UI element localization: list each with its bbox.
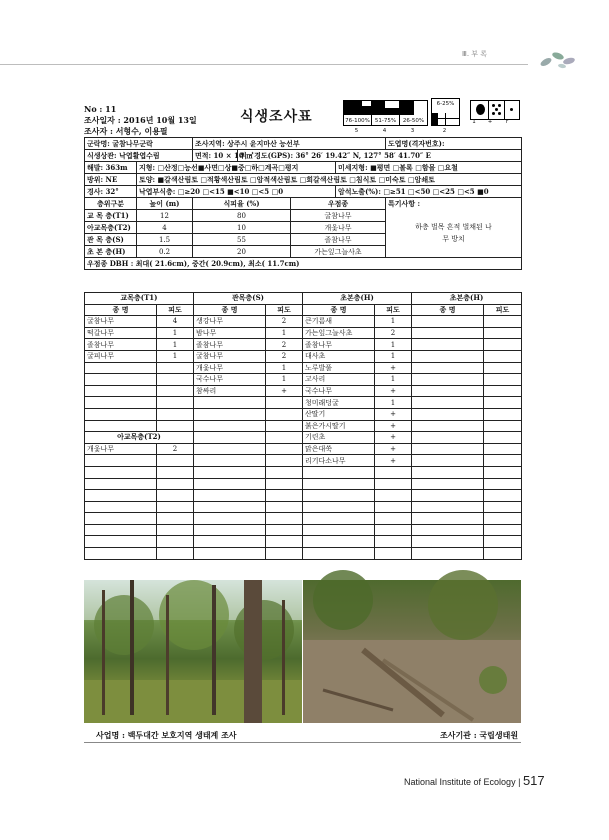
species-empty-cell — [194, 466, 266, 478]
species-col-cover: 피도 — [266, 304, 303, 316]
species-empty-cell — [375, 466, 412, 478]
layer-cover: 55 — [193, 234, 291, 246]
species-name: 노루발풀 — [303, 362, 375, 374]
species-name: 청미래덩굴 — [303, 397, 375, 409]
species-group-header: 교목층(T1) — [85, 293, 194, 305]
map-sheet: 도엽명(격자번호): — [386, 138, 522, 150]
species-cover: 1 — [157, 350, 194, 362]
species-empty-cell — [375, 513, 412, 525]
species-empty-cell — [85, 362, 157, 374]
species-empty-cell — [484, 466, 522, 478]
species-empty-cell — [266, 524, 303, 536]
page-footer — [404, 773, 545, 788]
species-cover: + — [375, 385, 412, 397]
species-col-cover: 피도 — [484, 304, 522, 316]
layer-height: 12 — [137, 210, 193, 222]
project-name: 사업명 : 백두대간 보호지역 생태계 조사 — [96, 730, 237, 740]
species-name: 개옻나무 — [194, 362, 266, 374]
slope: 경사: 32° — [85, 186, 137, 198]
site-info-table — [84, 137, 522, 270]
species-cover: + — [375, 443, 412, 455]
species-empty-cell — [266, 548, 303, 560]
species-empty-cell — [157, 397, 194, 409]
species-cover: 1 — [266, 374, 303, 386]
species-col-name: 종 명 — [412, 304, 484, 316]
species-empty-cell — [484, 362, 522, 374]
species-empty-cell — [266, 455, 303, 467]
gps-coordinates: 위 · 경도(GPS): 36° 26′ 19.42″ N, 127° 58′ 41.70″ E — [238, 150, 522, 162]
species-empty-cell — [157, 490, 194, 502]
dominant-dbh: 우점종 DBH : 최대( 21.6cm), 중간( 20.9cm), 최소( 11.7cm) — [85, 258, 522, 270]
species-empty-cell — [412, 397, 484, 409]
species-empty-cell — [194, 513, 266, 525]
species-cover: 1 — [157, 339, 194, 351]
species-empty-cell — [484, 443, 522, 455]
species-name: 참싸리 — [194, 385, 266, 397]
species-name: 떡갈나무 — [85, 327, 157, 339]
species-empty-cell — [266, 420, 303, 432]
species-empty-cell — [412, 548, 484, 560]
species-name: 대사초 — [303, 350, 375, 362]
species-cover: 1 — [266, 327, 303, 339]
species-name: 졸참나무 — [194, 339, 266, 351]
species-empty-cell — [266, 478, 303, 490]
species-empty-cell — [303, 466, 375, 478]
species-empty-cell — [157, 536, 194, 548]
layer-cover: 20 — [193, 246, 291, 258]
species-empty-cell — [484, 524, 522, 536]
species-name: 졸참나무 — [303, 339, 375, 351]
species-col-name: 종 명 — [85, 304, 157, 316]
species-name: 굴피나무 — [85, 350, 157, 362]
species-cover: 1 — [157, 327, 194, 339]
species-empty-cell — [85, 374, 157, 386]
footer-rule — [84, 742, 521, 743]
species-empty-cell — [194, 478, 266, 490]
species-empty-cell — [85, 397, 157, 409]
legend-num-plus: + — [487, 119, 493, 125]
species-cover: + — [375, 420, 412, 432]
leaf-ornament-icon — [538, 46, 578, 72]
species-cover: 2 — [266, 350, 303, 362]
species-name: 고사리 — [303, 374, 375, 386]
species-empty-cell — [412, 455, 484, 467]
species-empty-cell — [484, 478, 522, 490]
species-empty-cell — [85, 548, 157, 560]
species-empty-cell — [194, 455, 266, 467]
species-empty-cell — [85, 478, 157, 490]
species-empty-cell — [266, 501, 303, 513]
species-empty-cell — [484, 408, 522, 420]
species-empty-cell — [85, 408, 157, 420]
species-empty-cell — [266, 536, 303, 548]
species-empty-cell — [412, 524, 484, 536]
species-group-header: 초본층(H) — [303, 293, 412, 305]
community-name: 군락명: 굴참나무군락 — [85, 138, 193, 150]
species-empty-cell — [194, 420, 266, 432]
aspect: 방위: NE — [85, 174, 137, 186]
legend-cover-small — [470, 100, 520, 120]
legend-num-5: 5 — [354, 128, 359, 134]
species-empty-cell — [266, 466, 303, 478]
plot-area: 면적: 10 × 10 ㎡ — [193, 150, 238, 162]
litter-layer: 낙엽부식층: □≥20 □<15 ■<10 □<5 □0 — [137, 186, 336, 198]
species-group-header: 초본층(H) — [412, 293, 522, 305]
species-cover: + — [375, 455, 412, 467]
species-empty-cell — [412, 443, 484, 455]
species-cover: + — [375, 432, 412, 444]
species-name: 국수나무 — [194, 374, 266, 386]
page-title: 식생조사표 — [240, 109, 313, 125]
layer-dominant: 개옻나무 — [291, 222, 386, 234]
species-empty-cell — [157, 513, 194, 525]
legend-num-1: 1 — [472, 119, 476, 125]
species-empty-cell — [266, 408, 303, 420]
legend-cover-3: 26-50% — [399, 100, 428, 126]
species-empty-cell — [375, 478, 412, 490]
species-name: 굴참나무 — [85, 316, 157, 328]
species-cover: 1 — [375, 350, 412, 362]
species-col-name: 종 명 — [303, 304, 375, 316]
species-empty-cell — [484, 397, 522, 409]
header-rule — [0, 64, 528, 65]
species-empty-cell — [375, 548, 412, 560]
institute-name: National Institute of Ecology — [404, 777, 516, 787]
species-empty-cell — [85, 524, 157, 536]
species-name: 졸참나무 — [85, 339, 157, 351]
layer-cover: 80 — [193, 210, 291, 222]
species-empty-cell — [484, 455, 522, 467]
species-empty-cell — [484, 339, 522, 351]
species-empty-cell — [194, 501, 266, 513]
layer-name: 관 목 층(S) — [85, 234, 137, 246]
species-empty-cell — [412, 466, 484, 478]
species-empty-cell — [85, 466, 157, 478]
species-empty-cell — [375, 490, 412, 502]
legend-cover-4: 51-75% — [371, 100, 400, 126]
species-empty-cell — [412, 420, 484, 432]
layer-header-height: 높이 (m) — [137, 198, 193, 210]
species-empty-cell — [484, 490, 522, 502]
species-empty-cell — [194, 432, 266, 444]
species-empty-cell — [194, 397, 266, 409]
legend-num-3: 3 — [410, 128, 415, 134]
species-cover: 2 — [157, 443, 194, 455]
species-empty-cell — [412, 490, 484, 502]
species-empty-cell — [484, 327, 522, 339]
species-empty-cell — [85, 501, 157, 513]
species-empty-cell — [157, 374, 194, 386]
species-empty-cell — [484, 316, 522, 328]
survey-region: 조사지역: 상주시 윤지마산 능선부 — [193, 138, 386, 150]
site-photo-forest — [84, 580, 302, 723]
species-empty-cell — [412, 501, 484, 513]
species-empty-cell — [412, 350, 484, 362]
species-cover: 1 — [375, 374, 412, 386]
survey-agency: 조사기관 : 국립생태원 — [440, 730, 519, 740]
species-empty-cell — [266, 397, 303, 409]
site-photo-floor — [303, 580, 521, 723]
species-empty-cell — [484, 536, 522, 548]
survey-no: No : 11 — [84, 104, 117, 114]
legend-num-r: r — [505, 119, 509, 125]
species-empty-cell — [266, 432, 303, 444]
layer-name: 아교목층(T2) — [85, 222, 137, 234]
species-name: 굴참나무 — [194, 350, 266, 362]
species-empty-cell — [85, 420, 157, 432]
layer-name: 초 본 층(H) — [85, 246, 137, 258]
species-empty-cell — [266, 490, 303, 502]
species-cover: + — [266, 385, 303, 397]
layer-header-name: 층위구분 — [85, 198, 137, 210]
elevation: 해발: 363m — [85, 162, 137, 174]
legend-cover-5: 76-100% — [343, 100, 372, 126]
species-empty-cell — [412, 536, 484, 548]
species-empty-cell — [412, 478, 484, 490]
layer-header-dominant: 우점종 — [291, 198, 386, 210]
species-empty-cell — [194, 443, 266, 455]
species-empty-cell — [303, 536, 375, 548]
species-name: 개옻나무 — [85, 443, 157, 455]
species-cover: 1 — [375, 339, 412, 351]
species-empty-cell — [157, 466, 194, 478]
species-cover: 1 — [266, 362, 303, 374]
species-cover: + — [375, 408, 412, 420]
species-empty-cell — [194, 524, 266, 536]
species-name: 가는잎그늘사초 — [303, 327, 375, 339]
legend-num-2: 2 — [442, 128, 447, 134]
species-empty-cell — [484, 432, 522, 444]
species-cover: 2 — [375, 327, 412, 339]
species-empty-cell — [303, 548, 375, 560]
species-empty-cell — [412, 408, 484, 420]
species-cover: 4 — [157, 316, 194, 328]
species-empty-cell — [85, 490, 157, 502]
section-label: Ⅲ. 부 록 — [462, 50, 488, 58]
species-name: 밤나무 — [194, 327, 266, 339]
species-empty-cell — [412, 513, 484, 525]
species-empty-cell — [157, 524, 194, 536]
species-empty-cell — [157, 548, 194, 560]
layer-dominant: 졸참나무 — [291, 234, 386, 246]
species-empty-cell — [375, 524, 412, 536]
species-empty-cell — [85, 536, 157, 548]
special-notes: 하층 벌목 흔적 벌채된 나무 방치 — [386, 210, 522, 258]
species-name: 기린초 — [303, 432, 375, 444]
rock-exposure: 암석노출(%): □≥51 □<50 □<25 □<5 ■0 — [336, 186, 522, 198]
species-empty-cell — [484, 513, 522, 525]
micro-topography: 미세지형: ■평면 □볼록 □함몰 □요철 — [336, 162, 522, 174]
species-empty-cell — [412, 316, 484, 328]
species-empty-cell — [303, 501, 375, 513]
legend-num-4: 4 — [382, 128, 387, 134]
layer-header-cover: 식피율 (%) — [193, 198, 291, 210]
vegetation-physiognomy: 식생상관: 낙엽활엽수림 — [85, 150, 193, 162]
species-name: 리기다소나무 — [303, 455, 375, 467]
species-empty-cell — [194, 536, 266, 548]
species-empty-cell — [157, 362, 194, 374]
species-group-header: 관목층(S) — [194, 293, 303, 305]
topography: 지형: □산정□능선■사면□상■중□하□계곡□평지 — [137, 162, 336, 174]
species-cover: 1 — [375, 316, 412, 328]
species-empty-cell — [157, 478, 194, 490]
species-cover: + — [375, 362, 412, 374]
species-empty-cell — [266, 513, 303, 525]
species-empty-cell — [412, 432, 484, 444]
layer-dominant: 굴참나무 — [291, 210, 386, 222]
species-empty-cell — [157, 455, 194, 467]
legend-cover-2: 6-25% — [431, 98, 460, 126]
species-empty-cell — [484, 374, 522, 386]
species-empty-cell — [412, 374, 484, 386]
soil-type: 토양: ■갈색산림토 □적황색산림토 □암적색산림토 □회갈색산림토 □침식토 □미숙토 □암쇄토 — [137, 174, 522, 186]
species-empty-cell — [303, 524, 375, 536]
species-empty-cell — [157, 385, 194, 397]
species-empty-cell — [303, 478, 375, 490]
species-name: 생강나무 — [194, 316, 266, 328]
species-empty-cell — [412, 385, 484, 397]
species-name: 맑은대쑥 — [303, 443, 375, 455]
layer-cover: 10 — [193, 222, 291, 234]
page-separator: | — [518, 777, 521, 787]
species-empty-cell — [266, 443, 303, 455]
layer-dominant: 가는잎그늘사초 — [291, 246, 386, 258]
species-empty-cell — [412, 362, 484, 374]
species-empty-cell — [85, 455, 157, 467]
species-name: 붉은가시딸기 — [303, 420, 375, 432]
species-name: 산딸기 — [303, 408, 375, 420]
species-empty-cell — [484, 548, 522, 560]
species-empty-cell — [303, 490, 375, 502]
species-cover: 2 — [266, 316, 303, 328]
species-empty-cell — [85, 513, 157, 525]
species-empty-cell — [484, 385, 522, 397]
species-col-cover: 피도 — [375, 304, 412, 316]
survey-date: 조사일자 : 2016년 10월 13일 — [84, 115, 197, 125]
species-subheader-t2: 아교목층(T2) — [85, 432, 194, 444]
species-empty-cell — [375, 501, 412, 513]
species-empty-cell — [194, 408, 266, 420]
layer-name: 교 목 층(T1) — [85, 210, 137, 222]
layer-height: 0.2 — [137, 246, 193, 258]
species-empty-cell — [412, 339, 484, 351]
page-number: 517 — [522, 773, 545, 788]
species-name: 국수나무 — [303, 385, 375, 397]
species-empty-cell — [484, 501, 522, 513]
species-name: 큰기름새 — [303, 316, 375, 328]
species-empty-cell — [157, 408, 194, 420]
species-empty-cell — [157, 501, 194, 513]
layer-height: 4 — [137, 222, 193, 234]
species-cover: 2 — [266, 339, 303, 351]
special-notes-label: 특기사항 : — [386, 198, 522, 210]
layer-height: 1.5 — [137, 234, 193, 246]
species-empty-cell — [484, 420, 522, 432]
species-table — [84, 292, 522, 560]
species-empty-cell — [85, 385, 157, 397]
species-empty-cell — [484, 350, 522, 362]
species-empty-cell — [157, 420, 194, 432]
surveyor: 조사자 : 서형수, 이용필 — [84, 126, 168, 136]
species-cover: 1 — [375, 397, 412, 409]
species-col-cover: 피도 — [157, 304, 194, 316]
species-empty-cell — [303, 513, 375, 525]
species-empty-cell — [375, 536, 412, 548]
species-empty-cell — [412, 327, 484, 339]
species-col-name: 종 명 — [194, 304, 266, 316]
species-empty-cell — [194, 548, 266, 560]
species-empty-cell — [194, 490, 266, 502]
